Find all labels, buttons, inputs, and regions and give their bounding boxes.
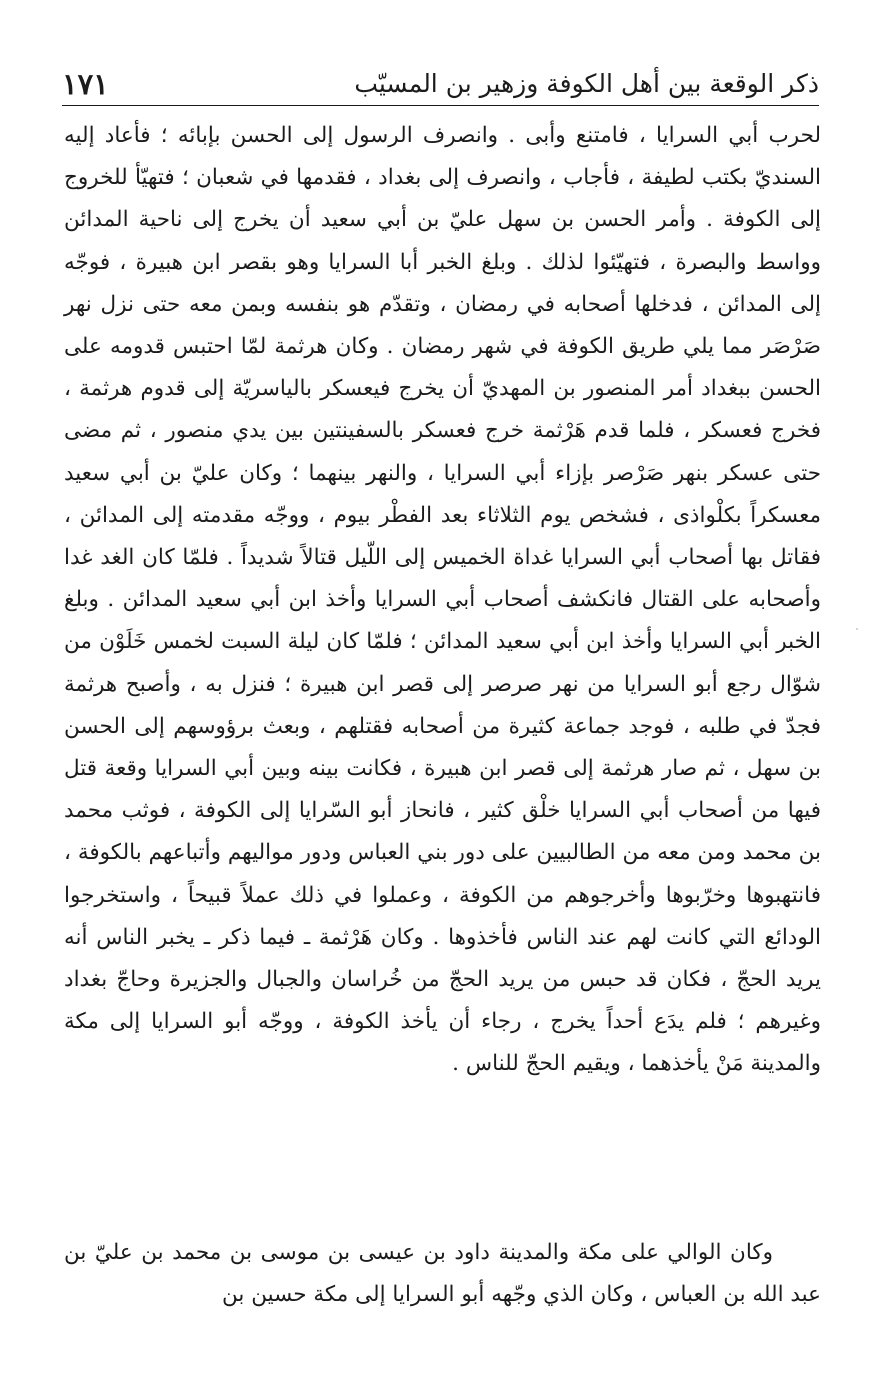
paragraph: وكان الوالي على مكة والمدينة داود بن عيسى بن موسى بن محمد بن عليّ بن عبد الله بن العباس ، وكان الذي وجّهه أبو السرايا إلى مكة حسين بن <box>64 1240 821 1308</box>
page-header <box>62 58 819 104</box>
scan-speck <box>856 628 858 630</box>
page-number: ١٧١ <box>62 67 109 101</box>
header-rule <box>62 105 819 106</box>
paragraph: لحرب أبي السرايا ، فامتنع وأبى . وانصرف الرسول إلى الحسن بإبائه ؛ فأعاد إليه السنديّ بكتب لطيفة ، فأجاب ، وانصرف إلى بغداد ، فقدمها في شعبان ؛ فتهيّأ للخروج إلى الكوفة . وأمر الحسن بن سهل عليّ بن أبي سعيد أن يخرج إلى ناحية المدائن وواسط والبصرة ، فتهيّئوا لذلك . وبلغ الخبر أبا السرايا وهو بقصر ابن هبيرة ، فوجّه إلى المدائن ، فدخلها أصحابه في رمضان ، وتقدّم هو بنفسه وبمن معه حتى نزل نهر صَرْصَر مما يلي طريق الكوفة في شهر رمضان . وكان هرثمة لمّا احتبس قدومه على الحسن ببغداد أمر المنصور بن المهديّ أن يخرج فيعسكر بالياسريّة إلى قدوم هرثمة ، فخرج فعسكر ، فلما قدم هَرْثمة خرج فعسكر بالسفينتين بين يدي منصور ، ثم مضى حتى عسكر بنهر صَرْصر بإزاء أبي السرايا ، والنهر بينهما ؛ وكان عليّ بن أبي سعيد معسكراً بكلْواذى ، فشخص يوم الثلاثاء بعد الفطْر بيوم ، ووجّه مقدمته إلى المدائن ، فقاتل بها أصحاب أبي السرايا غداة الخميس إلى اللّيل قتالاً شديداً . فلمّا كان الغد غدا وأصحابه على القتال فانكشف أصحاب أبي السرايا وأخذ ابن أبي سعيد المدائن . وبلغ الخبر أبي السرايا وأخذ ابن أبي سعيد المدائن ؛ فلمّا كان ليلة السبت لخمس خَلَوْن من شوّال رجع أبو السرايا من نهر صرصر إلى قصر ابن هبيرة ؛ فنزل به ، وأصبح هرثمة فجدّ في طلبه ، فوجد جماعة كثيرة من أصحابه فقتلهم ، وبعث برؤوسهم إلى الحسن بن سهل ، ثم صار هرثمة إلى قصر ابن هبيرة ، فكانت بينه وبين أبي السرايا وقعة قتل فيها من أصحاب أبي السرايا خلْق كثير ، فانحاز أبو السّرايا إلى الكوفة ، فوثب محمد بن محمد ومن معه من الطالبيين على دور بني العباس ودور مواليهم وأتباعهم بالكوفة ، فانتهبوها وخرّبوها وأخرجوهم من الكوفة ، وعملوا في ذلك عملاً قبيحاً ، واستخرجوا الودائع التي كانت لهم عند الناس فأخذوها . وكان هَرْثمة ـ فيما ذكر ـ يخبر الناس أنه يريد الحجّ ، فكان قد حبس من يريد الحجّ من خُراسان والجبال والجزيرة وحاجّ بغداد وغيرهم ؛ فلم يدَع أحداً يخرج ، رجاء أن يأخذ الكوفة ، ووجّه أبو السرايا إلى مكة والمدينة مَنْ يأخذهما ، ويقيم الحجّ للناس . <box>64 123 821 1077</box>
running-title: ذكر الوقعة بين أهل الكوفة وزهير بن المسيّب <box>354 69 819 98</box>
